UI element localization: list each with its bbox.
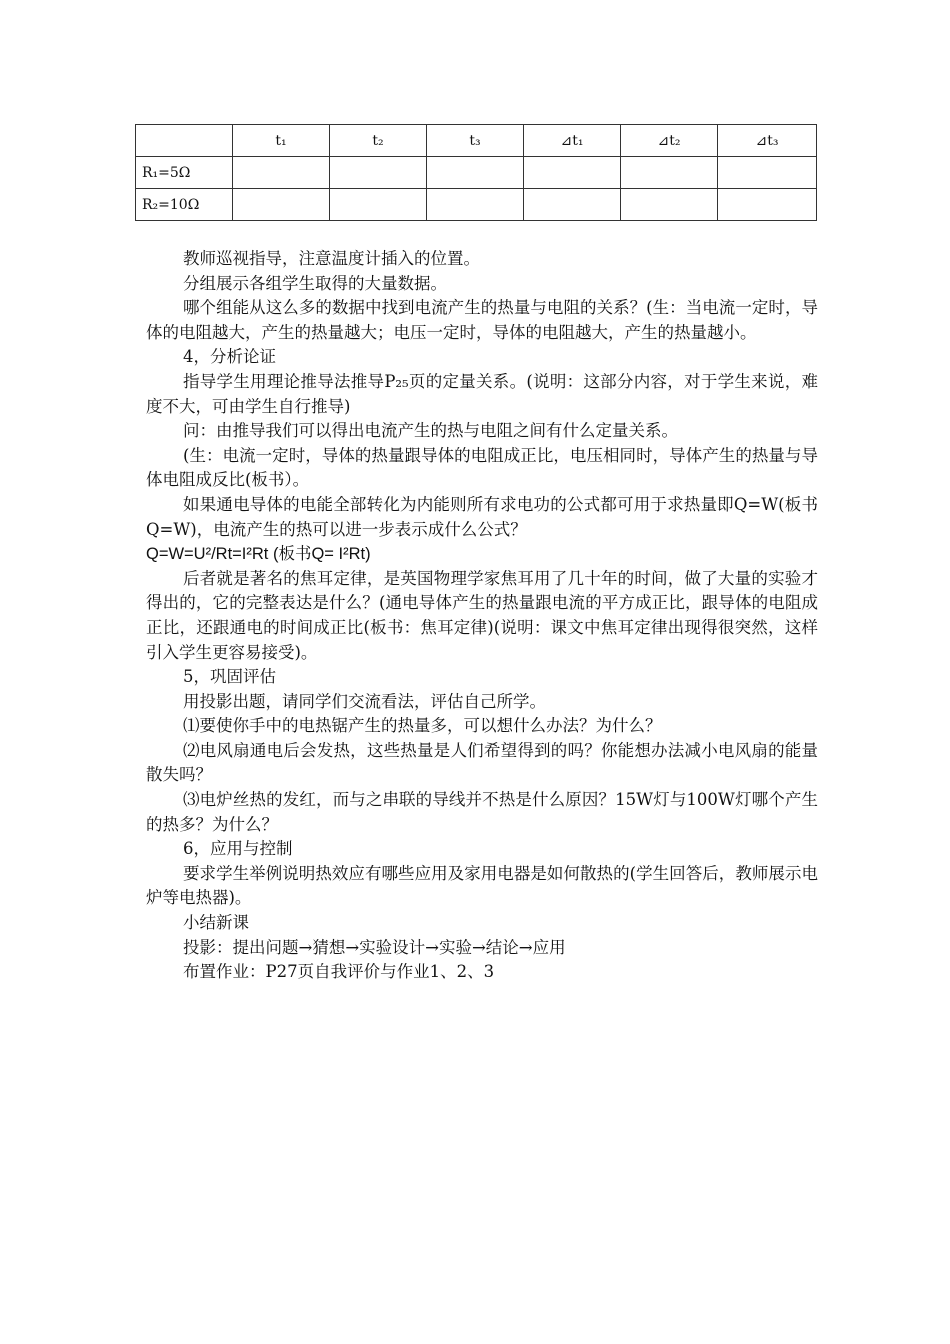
table-header-cell: ⊿t₁ — [524, 125, 621, 157]
table-cell — [233, 157, 330, 189]
table-row — [136, 189, 817, 221]
question-item: ⑵电风扇通电后会发热，这些热量是人们希望得到的吗？你能想办法减小电风扇的能量散失吗？ — [146, 740, 818, 785]
paragraph: (生：电流一定时，导体的热量跟导体的电阻成正比，电压相同时，导体产生的热量与导体电阻成反比(板书）。 — [146, 445, 818, 490]
table-cell — [427, 157, 524, 189]
question-item: ⑴要使你手中的电热锯产生的热量多，可以想什么办法？为什么？ — [183, 716, 662, 736]
table-header-cell: t₂ — [330, 125, 427, 157]
table-cell — [330, 189, 427, 221]
table-cell — [524, 157, 621, 189]
section-heading: 小结新课 — [183, 913, 249, 933]
table-cell — [718, 157, 817, 189]
table-row — [136, 157, 817, 189]
table-cell — [524, 189, 621, 221]
table-cell — [427, 189, 524, 221]
section-heading: 6，应用与控制 — [183, 839, 293, 859]
row-label: R₂=10Ω — [136, 189, 233, 221]
table-header-cell: ⊿t₃ — [718, 125, 817, 157]
paragraph: 问：由推导我们可以得出电流产生的热与电阻之间有什么定量关系。 — [183, 421, 678, 441]
row-label: R₁=5Ω — [136, 157, 233, 189]
paragraph: 用投影出题，请同学们交流看法，评估自己所学。 — [183, 691, 546, 711]
paragraph: 哪个组能从这么多的数据中找到电流产生的热量与电阻的关系？(生：当电流一定时，导体的电阻越大，产生的热量越大；电压一定时，导体的电阻越大，产生的热量越小。 — [146, 298, 818, 342]
homework-line: 布置作业：P27页自我评价与作业1、2、3 — [183, 962, 495, 982]
table-header-cell: ⊿t₂ — [621, 125, 718, 157]
paragraph: 分组展示各组学生取得的大量数据。 — [183, 273, 447, 293]
formula-line: Q=W=U²/Rt=I²Rt (板书Q= I²Rt) — [146, 545, 371, 564]
table-cell — [718, 189, 817, 221]
paragraph: 要求学生举例说明热效应有哪些应用及家用电器是如何散热的(学生回答后，教师展示电炉等电热器)。 — [146, 863, 818, 908]
section-heading: 5，巩固评估 — [183, 667, 276, 687]
table-header-cell: t₃ — [427, 125, 524, 157]
paragraph: 如果通电导体的电能全部转化为内能则所有求电功的公式都可用于求热量即Q=W(板书Q=W)，电流产生的热可以进一步表示成什么公式？ — [146, 494, 818, 539]
table-cell — [621, 189, 718, 221]
paragraph: 教师巡视指导，注意温度计插入的位置。 — [183, 249, 480, 268]
table-header-cell — [136, 125, 233, 157]
table-header-cell: t₁ — [233, 125, 330, 157]
data-table — [135, 124, 817, 221]
paragraph: 指导学生用理论推导法推导P₂₅页的定量关系。(说明：这部分内容，对于学生来说，难度不大，可由学生自行推导) — [146, 371, 818, 416]
question-item: ⑶电炉丝热的发红，而与之串联的导线并不热是什么原因？15W灯与100W灯哪个产生的热多？为什么？ — [146, 790, 818, 834]
table-cell — [233, 189, 330, 221]
table-cell — [621, 157, 718, 189]
table-header-row — [136, 125, 817, 157]
table-cell — [330, 157, 427, 189]
paragraph: 投影：提出问题→猜想→实验设计→实验→结论→应用 — [183, 937, 566, 957]
section-heading: 4，分析论证 — [183, 347, 276, 367]
paragraph: 后者就是著名的焦耳定律，是英国物理学家焦耳用了几十年的时间，做了大量的实验才得出的，它的完整表达是什么？(通电导体产生的热量跟电流的平方成正比，跟导体的电阻成正比，还跟通电的时间成正比(板书：焦耳定律)(说明：课文中焦耳定律出现得很突然，这样引入学生更容易接受)。 — [146, 568, 818, 662]
document-body — [146, 247, 818, 985]
